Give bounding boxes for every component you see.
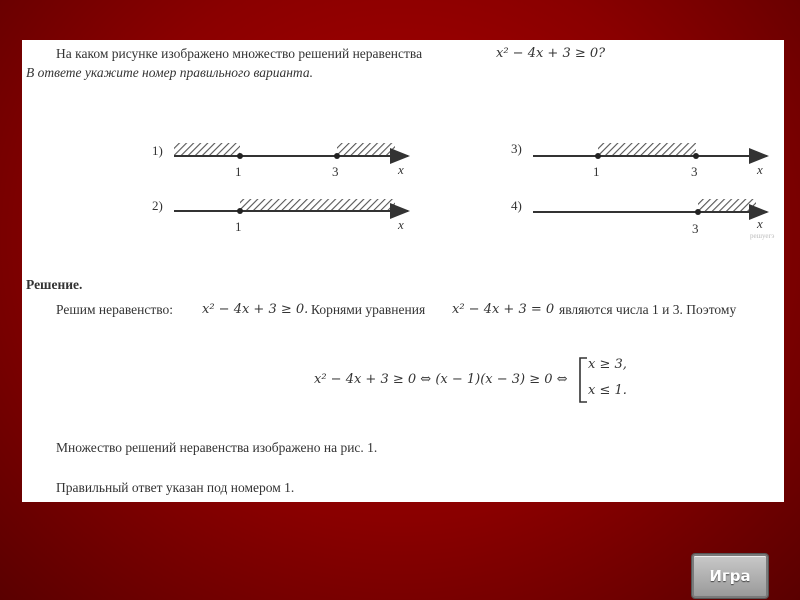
case-2: x ≤ 1. xyxy=(588,383,627,398)
figure-1-tick-1: 1 xyxy=(235,164,242,179)
solution-answer: Правильный ответ указан под номером 1. xyxy=(56,480,295,495)
figure-4 xyxy=(511,198,774,240)
question-inequality: x² − 4x + 3 ≥ 0? xyxy=(496,46,606,61)
case-1: x ≥ 3, xyxy=(588,357,627,372)
solution-inequality: x² − 4x + 3 ≥ 0. xyxy=(202,302,309,317)
solution-equation: x² − 4x + 3 = 0 xyxy=(452,302,555,317)
figure-4-hatch xyxy=(698,199,756,212)
figure-4-axis: x xyxy=(757,216,763,231)
figure-2-hatch xyxy=(240,199,395,211)
solution-text-c: Корнями уравнения xyxy=(311,302,426,317)
figure-2-tick-1: 1 xyxy=(235,219,242,234)
figure-2-point-1 xyxy=(237,208,243,214)
figure-2-label: 2) xyxy=(152,198,163,213)
figure-3-point-3 xyxy=(693,153,699,159)
content-panel xyxy=(22,40,784,502)
figure-3-tick-1: 1 xyxy=(593,164,600,179)
figure-3-axis: x xyxy=(757,162,763,177)
solution-text-a: Решим неравенство: xyxy=(56,302,174,317)
figure-1-label: 1) xyxy=(152,143,163,158)
solution-equivalence: x² − 4x + 3 ≥ 0 ⇔ (x − 1)(x − 3) ≥ 0 ⇔ xyxy=(314,372,568,387)
figure-3-hatch xyxy=(598,143,696,156)
figure-1-tick-3: 3 xyxy=(332,164,339,179)
figure-3-point-1 xyxy=(595,153,601,159)
figure-4-label: 4) xyxy=(511,198,522,213)
figure-2 xyxy=(152,198,408,234)
watermark: решуегэ xyxy=(750,232,775,240)
figure-2-axis: x xyxy=(398,217,404,232)
figure-4-tick-3: 3 xyxy=(692,221,699,236)
figure-3-label: 3) xyxy=(511,141,522,156)
solution-conclusion: Множество решений неравенства изображено на рис. 1. xyxy=(56,440,378,455)
solution-text-e: являются числа 1 и 3. Поэтому xyxy=(559,302,737,317)
figure-1-point-1 xyxy=(237,153,243,159)
question-text: На каком рисунке изображено множество решений неравенства xyxy=(56,46,423,61)
figure-1-axis: x xyxy=(398,162,404,177)
game-button[interactable]: Игра xyxy=(692,554,768,598)
question-instruction: В ответе укажите номер правильного варианта. xyxy=(26,65,313,80)
figure-1-point-3 xyxy=(334,153,340,159)
figure-1 xyxy=(152,143,408,179)
figure-1-hatch-left xyxy=(174,143,240,156)
solution-heading: Решение. xyxy=(26,277,83,292)
figure-3 xyxy=(511,141,767,179)
figure-1-hatch-right xyxy=(337,143,395,156)
figure-4-point-3 xyxy=(695,209,701,215)
figure-3-tick-3: 3 xyxy=(691,164,698,179)
